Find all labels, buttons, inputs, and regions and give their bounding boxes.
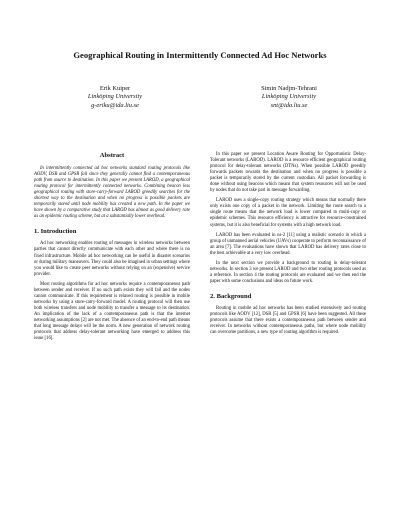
- paragraph: LAROD uses a single-copy routing strategy which means that normally there only exists one copy of a packet in the network. Limiting the route search to a single route means that the network load is lower compared to multi-copy or epidemic schemes. This resource efficiency is attractive for resource-constrained systems, but it is also beneficial for systems with a high network load.: [210, 198, 366, 228]
- abstract: [34, 166, 190, 220]
- author-email: g-eriku@ida.liu.se: [91, 101, 139, 109]
- author-email: snt@ida.liu.se: [270, 101, 308, 109]
- paper-title: Geographical Routing in Intermittently Connected Ad Hoc Networks: [73, 50, 327, 60]
- left-column: [34, 152, 190, 346]
- paragraph: In the next section we provide a background to routing in delay-tolerant networks. In section 3 we present LAROD and two other routing protocols used as a reference. In section 4 the routing protocols are evaluated and we then end the paper with some conclusions and ideas on future work.: [210, 260, 366, 284]
- paragraph: Most routing algorithms for ad hoc networks require a contemporaneous path between sender and receiver. If no such path exists they will fail and the nodes cannot communicate. If this requirement is relaxed routing is possible in mobile networks by using a store-carry-forward model. A routing protocol will then use both wireless transfers and node mobility to transfer a message to its destination. An implication of the lack of a contemporaneous path is that the internet networking assumptions [2] are not met. The absence of an end-to-end path means that long message delays will be the norm. A new generation of network routing protocols that address delay-tolerant networking have emerged to address this issue [16].: [34, 281, 190, 342]
- author-name: Simin Nadjm-Tehrani: [261, 85, 317, 92]
- abstract-heading: Abstract: [99, 152, 125, 159]
- paragraph: In this paper we present Location Aware Routing for Opportunistic Delay-Tolerant networks (LAROD). LAROD is a resource efficient geographical routing protocol for delay-tolerant networks (DTNs). When possible LAROD greedily forwards packets towards the destination and when no progress is possible a packet is temporarily stored by the current custodian. All packet forwarding is done without using beacons which means that system resources will not be used by nodes that do not take part in message forwarding.: [210, 152, 366, 194]
- author-name: Erik Kuiper: [99, 85, 131, 92]
- author-block-2: [214, 85, 364, 110]
- author-affiliation: Linköping University: [261, 93, 317, 101]
- paragraph: LAROD has been evaluated in ns-2 [11] using a realistic scenario in which a group of unmanned aerial vehicles (UAVs) cooperate to perform reconnaissance of an area [7]. The evaluations have shown that LAROD has delivery rates close to the best achievable at a very low overhead.: [210, 232, 366, 256]
- paragraph: Ad hoc networking enables routing of messages in wireless networks between parties that cannot directly communicate with each other and where there is no fixed infrastructure. Mobile ad hoc networking can be useful in disaster scenarios or during military maneuvers. They could also be imagined in urban settings where you would like to create peer networks without relying on an (expensive) service provider.: [34, 241, 190, 277]
- right-column: [210, 152, 366, 340]
- author-affiliation: Linköping University: [87, 93, 143, 101]
- author-block-1: [40, 85, 190, 110]
- paragraph: Routing in mobile ad hoc networks has been studied extensively and routing protocols like AODV [12], DSR [5] and GPSR [6] have been suggested. All these protocols assume that there exists a contemporaneous path between sender and receiver. In networks without contemporaneous paths, but where node mobility can overcome partitions, a new type of routing algorithm is required.: [210, 305, 366, 336]
- section-heading-background: 2. Background: [210, 292, 252, 300]
- section-heading-introduction: 1. Introduction: [34, 228, 77, 236]
- abstract-text: In intermittently connected ad hoc networks standard routing protocols like AODV, DSR and GPSR fail since they generally cannot find a contemporaneous path from source to destination. In this paper we present LAROD, a geographical routing protocol for intermittently connected networks. Combining beacon less geographical routing with store-carry-forward LAROD greedily searches for the shortest way to the destination and when no progress is possible packets are temporarily stored until node mobility has created a new path. In the paper we have shown by a comparative study that LAROD has almost as good delivery rate as an epidemic routing scheme, but at a substantially lower overhead.: [34, 166, 190, 220]
